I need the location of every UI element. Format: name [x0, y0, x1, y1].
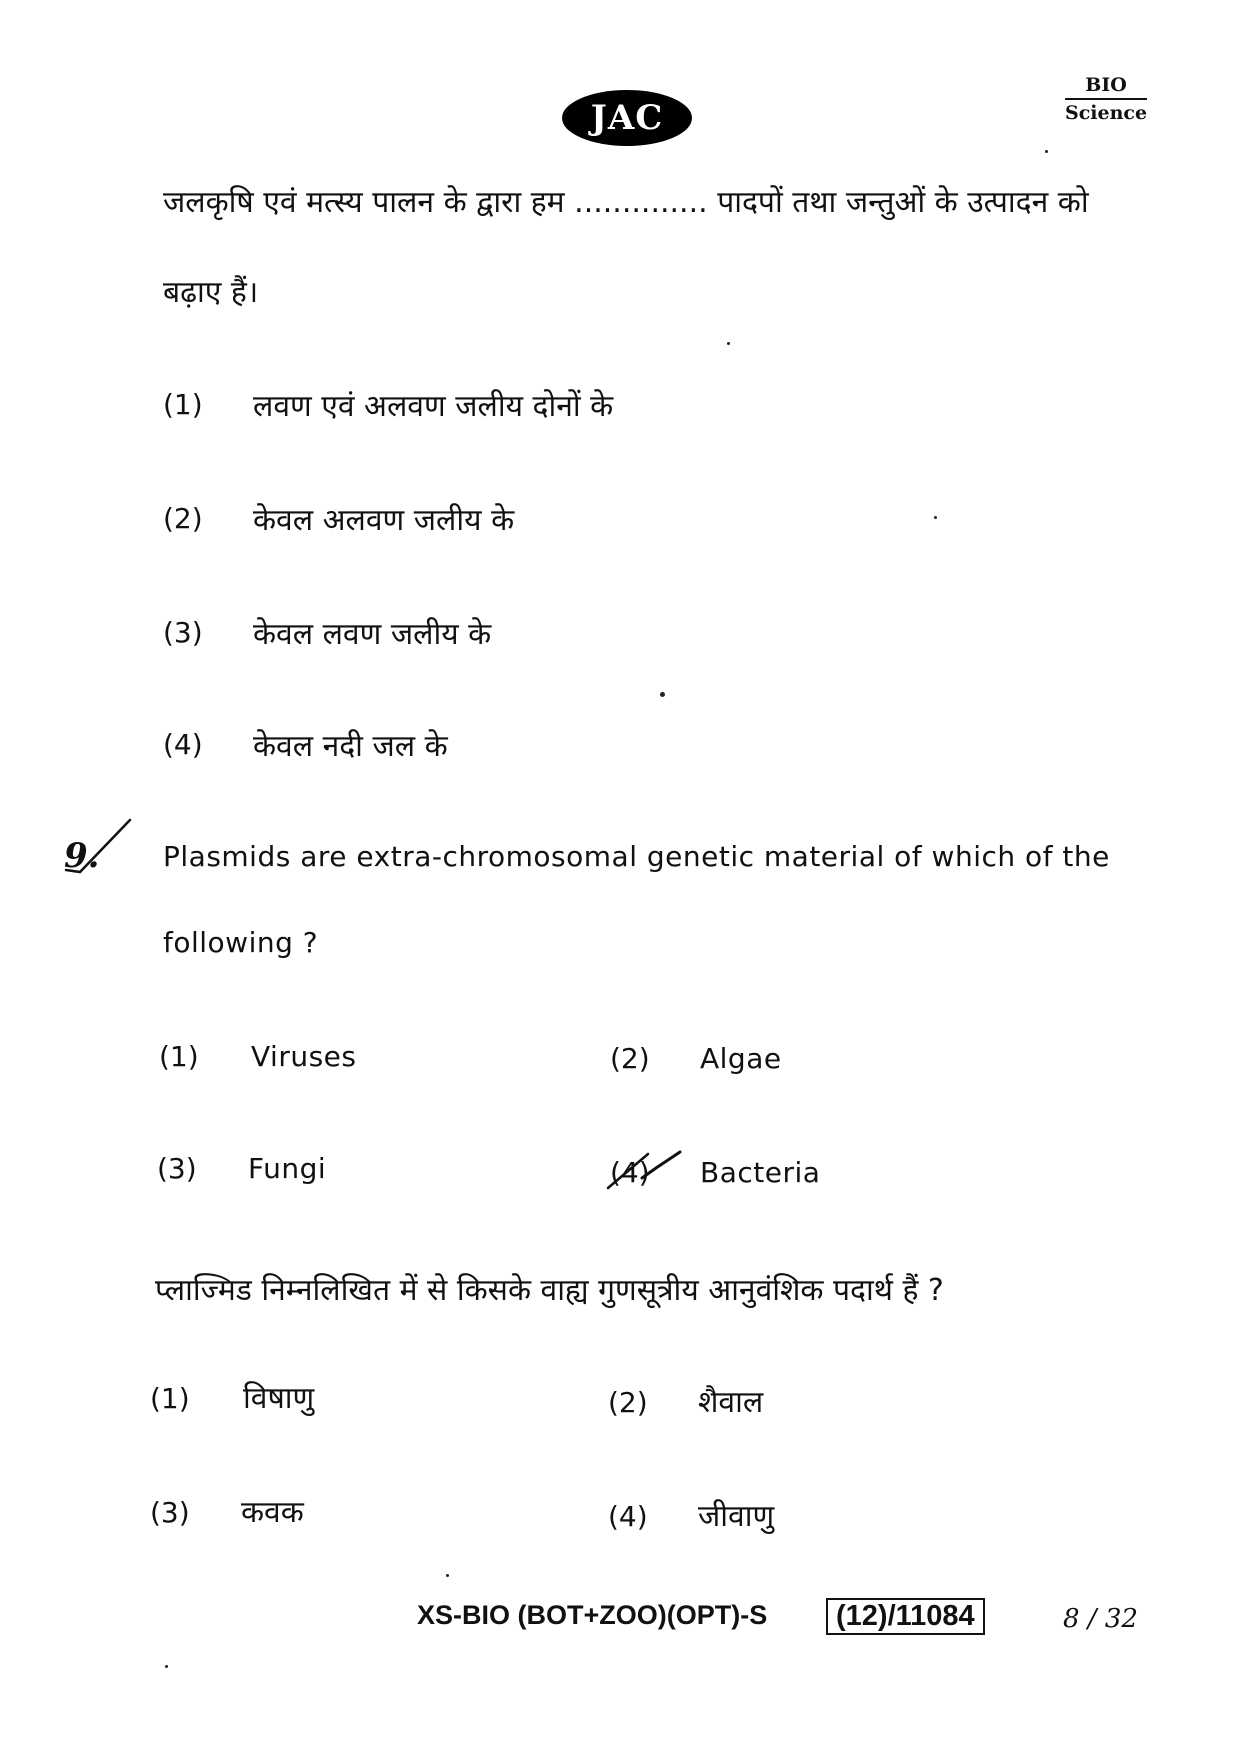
stray-dot: [446, 1574, 449, 1577]
q9-hindi-question: प्लाज्मिड निम्नलिखित में से किसके वाह्य गुणसूत्रीय आनुवंशिक पदार्थ हैं ?: [155, 1273, 944, 1308]
q9-hi-option-text: कवक: [241, 1495, 304, 1530]
q9-hi-option-text: शैवाल: [698, 1385, 764, 1420]
q9-en-option-text: Algae: [700, 1042, 782, 1075]
stray-dot: [934, 516, 937, 519]
page-number: 8 / 32: [1063, 1604, 1138, 1634]
q8-hindi-line2: बढ़ाए हैं।: [163, 275, 259, 310]
q9-en-option-text: Viruses: [251, 1040, 357, 1073]
q9-en-option-number: (3): [157, 1152, 197, 1185]
q8-option-number: (2): [163, 502, 203, 535]
q8-hindi-line1: जलकृषि एवं मत्स्य पालन के द्वारा हम .............. पादपों तथा जन्तुओं के उत्पादन को: [163, 185, 1089, 220]
q9-en-option-text: Fungi: [248, 1152, 327, 1185]
q9-number: 9.: [64, 836, 100, 876]
q9-hi-option-number: (4): [608, 1500, 648, 1533]
q8-option-text: केवल लवण जलीय के: [253, 617, 492, 652]
q9-english-line2: following ?: [163, 926, 319, 959]
subject-top: BIO: [1065, 74, 1147, 100]
q9-en-option-number: (1): [159, 1040, 199, 1073]
stray-dot: [1045, 150, 1048, 153]
paper-code: XS-BIO (BOT+ZOO)(OPT)-S: [417, 1600, 768, 1630]
q9-en-option-number: (4): [610, 1156, 650, 1189]
handwritten-tick-mark: [60, 812, 140, 882]
q8-option-text: केवल नदी जल के: [253, 729, 448, 764]
jac-logo: JAC: [562, 90, 692, 146]
q8-option-number: (4): [163, 728, 203, 761]
stray-dot: [165, 1665, 168, 1668]
stray-dot: [660, 692, 665, 697]
q8-option-text: लवण एवं अलवण जलीय दोनों के: [253, 389, 614, 424]
q9-hi-option-number: (3): [150, 1496, 190, 1529]
stray-dot: [727, 342, 730, 345]
q9-en-option-number: (2): [610, 1042, 650, 1075]
subject-label: [1065, 74, 1147, 124]
q9-hi-option-text: जीवाणु: [698, 1499, 775, 1534]
q9-hi-option-text: विषाणु: [243, 1381, 315, 1416]
q9-english-line1: Plasmids are extra-chromosomal genetic material of which of the: [163, 840, 1110, 873]
subject-bottom: Science: [1065, 102, 1148, 124]
q8-option-number: (1): [163, 388, 203, 421]
q8-option-text: केवल अलवण जलीय के: [253, 503, 515, 538]
q9-hi-option-number: (2): [608, 1386, 648, 1419]
q8-option-number: (3): [163, 616, 203, 649]
paper-id-box: (12)/11084: [826, 1598, 985, 1635]
q9-en-option-text-selected: Bacteria: [700, 1156, 821, 1189]
answer-tick-mark: [604, 1148, 684, 1194]
q9-hi-option-number: (1): [150, 1382, 190, 1415]
